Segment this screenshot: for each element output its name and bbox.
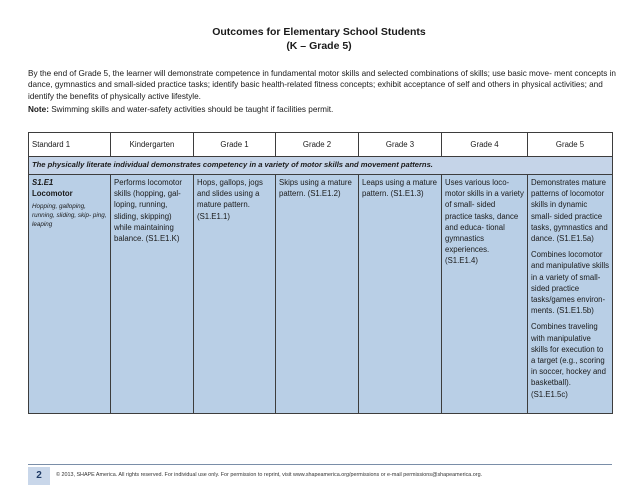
page-number: 2	[28, 467, 50, 485]
note-paragraph	[28, 104, 618, 115]
standard-name: Locomotor	[32, 189, 73, 199]
cell-kindergarten: Performs locomotor skills (hopping, gal- loping, running, sliding, skipping) while maintaining balance. (S1.E1.K)	[111, 175, 194, 414]
grade-5-outcome-b: Combines locomotor and manipulative skills in a variety of small-sided practice tasks/games environ- ments. (S1.E1.5b)	[531, 250, 610, 316]
copyright-notice: © 2013, SHAPE America. All rights reserved. For individual use only. For permission to reprint, visit www.shapeamerica.org/permissions or e-mail permissions@shapeamerica.org.	[56, 472, 483, 478]
grade-5-outcome-c: Combines traveling with manipulative skills for execution to a target (e.g., scoring in soccer, hockey and basketball). (S1.E1.5c)	[531, 322, 606, 399]
cell-grade-4: Uses various loco- motor skills in a variety of small- sided practice tasks, dance and educa- tional gymnastics experiences. (S1.E1.4)	[442, 175, 528, 414]
cell-grade-5	[528, 175, 613, 414]
page-title: Outcomes for Elementary School Students	[212, 26, 426, 38]
note-label: Note:	[28, 105, 49, 114]
cell-grade-2: Skips using a mature pattern. (S1.E1.2)	[276, 175, 359, 414]
page-subtitle: (K – Grade 5)	[286, 40, 352, 52]
standard-code: S1.E1	[32, 178, 54, 187]
header-grade-4: Grade 4	[442, 133, 528, 157]
standard-statement: The physically literate individual demonstrates competency in a variety of motor skills and movement patterns.	[29, 157, 613, 175]
header-grade-5: Grade 5	[528, 133, 613, 157]
header-grade-3: Grade 3	[359, 133, 442, 157]
cell-grade-1: Hops, gallops, jogs and slides using a mature pattern. (S1.E1.1)	[194, 175, 276, 414]
cell-grade-3: Leaps using a mature pattern. (S1.E1.3)	[359, 175, 442, 414]
standard-statement-row	[29, 157, 613, 175]
standard-cell	[29, 175, 111, 414]
header-grade-2: Grade 2	[276, 133, 359, 157]
note-text: Swimming skills and water-safety activities should be taught if facilities permit.	[48, 105, 334, 114]
intro-paragraph: By the end of Grade 5, the learner will demonstrate competence in fundamental motor skills and selected combinations of skills; use basic move- ment concepts in dance, gymnastics and small-sided practice tasks; identify basic health-related fitness concepts; exhibit acceptance of self and others in physical activities; and identify the benefits of physically active lifestyle.	[28, 69, 616, 101]
grade-5-outcome-a: Demonstrates mature patterns of locomotor skills in dynamic small- sided practice tasks, gymnastics and dance. (S1.E1.5a)	[531, 178, 608, 244]
header-standard: Standard 1	[29, 133, 111, 157]
outcomes-table	[28, 132, 613, 414]
standard-description: Hopping, galloping, running, sliding, skip- ping, leaping	[32, 203, 107, 228]
page-footer	[28, 464, 612, 487]
header-kindergarten: Kindergarten	[111, 133, 194, 157]
header-grade-1: Grade 1	[194, 133, 276, 157]
table-header-row	[29, 133, 613, 157]
table-row	[29, 175, 613, 414]
